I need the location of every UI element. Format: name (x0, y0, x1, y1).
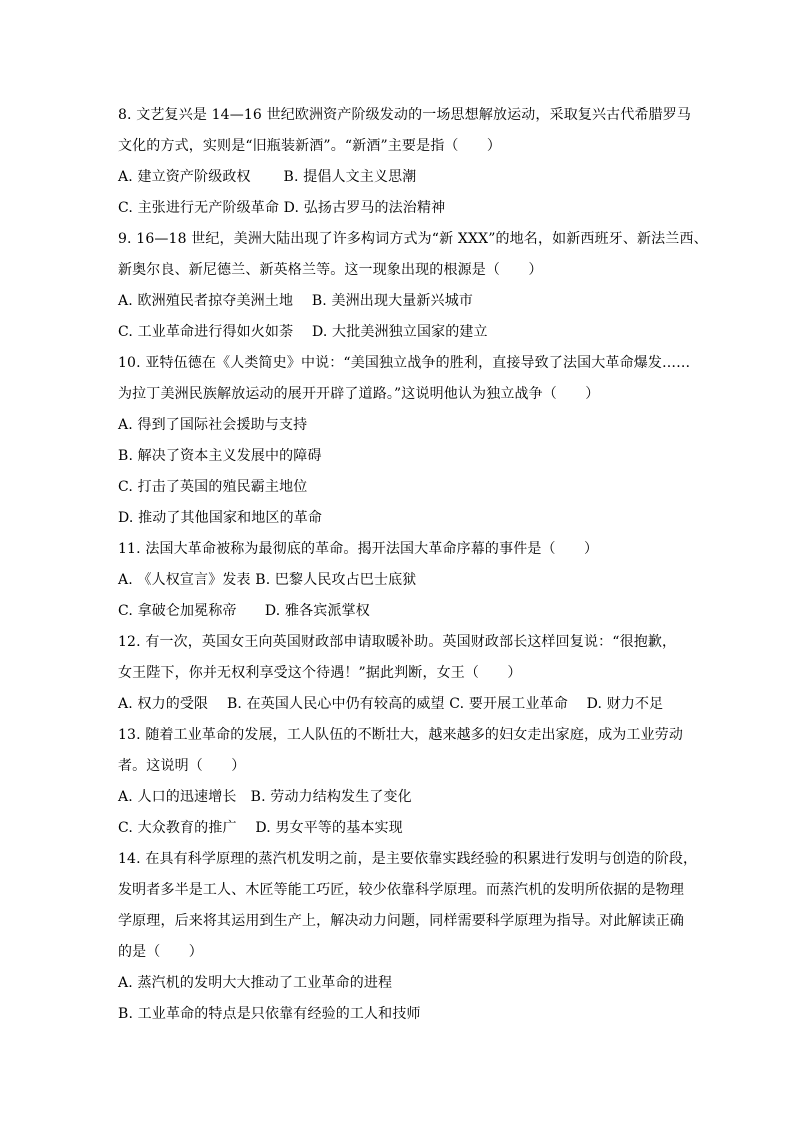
question-stem-line: 11. 法国大革命被称为最彻底的革命。揭开法国大革命序幕的事件是（ ） (118, 541, 599, 557)
question-stem-line: 者。这说明（ ） (118, 758, 246, 774)
question-stem-line: 13. 随着工业革命的发展，工人队伍的不断壮大，越来越多的妇女走出家庭，成为工业劳动 (118, 727, 684, 743)
answer-option-line: C. 大众教育的推广 D. 男女平等的基本实现 (118, 820, 403, 836)
question-stem-line: 文化的方式，实则是“旧瓶装新酒”。“新酒”主要是指（ ） (118, 138, 501, 154)
answer-option-line: A. 权力的受限 B. 在英国人民心中仍有较高的威望 C. 要开展工业革命 D. 财力不足 (118, 696, 664, 712)
answer-option-line: B. 工业革命的特点是只依靠有经验的工人和技师 (118, 1006, 421, 1022)
question-12 (118, 627, 694, 720)
answer-option-line: A. 人口的迅速增长 B. 劳动力结构发生了变化 (118, 789, 412, 805)
question-stem-line: 新奥尔良、新尼德兰、新英格兰等。这一现象出现的根源是（ ） (118, 262, 543, 278)
question-stem-line: 14. 在具有科学原理的蒸汽机发明之前，是主要依靠实践经验的积累进行发明与创造的阶段， (118, 851, 698, 867)
question-stem-line: 8. 文艺复兴是 14—16 世纪欧洲资产阶级发动的一场思想解放运动，采取复兴古代希腊罗马 (118, 107, 692, 123)
question-stem-line: 女王陛下，你并无权利享受这个待遇！”据此判断，女王（ ） (118, 665, 522, 681)
answer-option-line: A. 蒸汽机的发明大大推动了工业革命的进程 (118, 975, 393, 991)
question-stem-line: 9. 16—18 世纪，美洲大陆出现了许多构词方式为“新 XXX”的地名，如新西班牙、新法兰西、 (118, 231, 708, 247)
question-8 (118, 100, 694, 224)
question-stem-line: 为拉丁美洲民族解放运动的展开开辟了道路。”这说明他认为独立战争（ ） (118, 386, 600, 402)
answer-option-line: A. 欧洲殖民者掠夺美洲土地 B. 美洲出现大量新兴城市 (118, 293, 473, 309)
question-9 (118, 224, 708, 348)
question-stem-line: 发明者多半是工人、木匠等能工巧匠，较少依靠科学原理。而蒸汽机的发明所依据的是物理 (118, 882, 684, 898)
answer-option-line: A. 建立资产阶级政权 B. 提倡人文主义思潮 (118, 169, 417, 185)
question-stem-line: 12. 有一次，英国女王向英国财政部申请取暖补助。英国财政部长这样回复说：“很抱歉， (118, 634, 677, 650)
question-stem-line: 10. 亚特伍德在《人类简史》中说：“美国独立战争的胜利，直接导致了法国大革命爆发…… (118, 355, 691, 371)
answer-option-line: B. 解决了资本主义发展中的障碍 (118, 448, 322, 464)
answer-option-line: C. 拿破仑加冕称帝 D. 雅各宾派掌权 (118, 603, 370, 619)
question-stem-line: 的是（ ） (118, 944, 203, 960)
question-stem-line: 学原理，后来将其运用到生产上，解决动力问题，同样需要科学原理为指导。对此解读正确 (118, 913, 684, 929)
answer-option-line: C. 打击了英国的殖民霸主地位 (118, 479, 308, 495)
question-10 (118, 348, 694, 534)
answer-option-line: D. 推动了其他国家和地区的革命 (118, 510, 323, 526)
answer-option-line: A. 得到了国际社会援助与支持 (118, 417, 308, 433)
question-11 (118, 534, 694, 627)
question-13 (118, 720, 694, 844)
answer-option-line: C. 工业革命进行得如火如荼 D. 大批美洲独立国家的建立 (118, 324, 488, 340)
question-14 (118, 844, 698, 1030)
answer-option-line: C. 主张进行无产阶级革命 D. 弘扬古罗马的法治精神 (118, 200, 446, 216)
answer-option-line: A. 《人权宣言》发表 B. 巴黎人民攻占巴士底狱 (118, 572, 417, 588)
